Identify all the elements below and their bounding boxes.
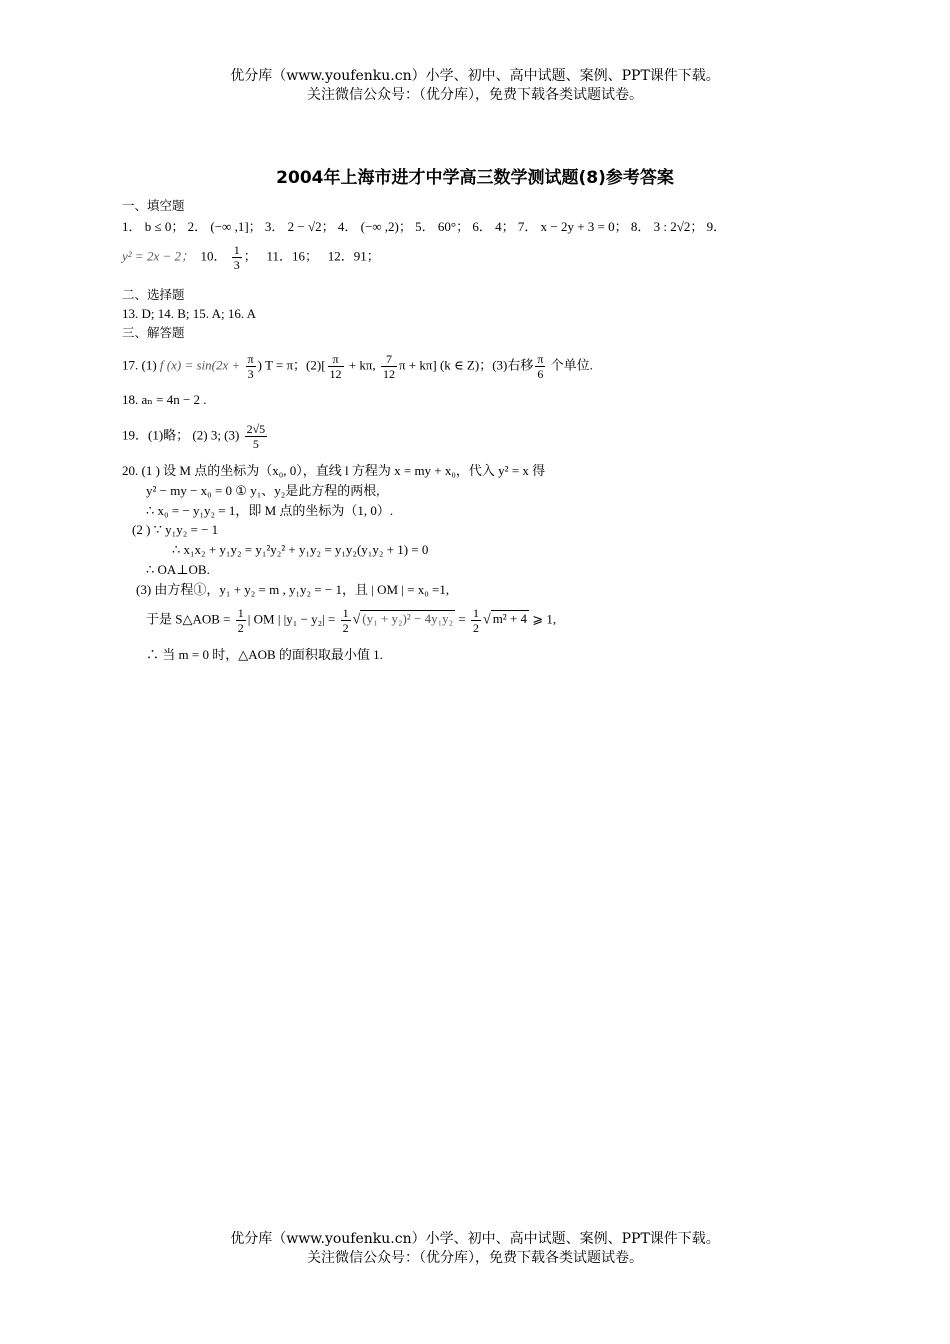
half-fraction (471, 606, 481, 635)
fraction-numerator: 1 (237, 606, 244, 620)
q19-fraction (245, 422, 268, 451)
q20-line-2: y² − my − x₀ = 0 ① y₁、y₂是此方程的两根, (146, 483, 380, 498)
q17-pi-over-12 (328, 352, 344, 381)
sqrt-icon: √ (483, 612, 491, 628)
answer-12: 12．91； (327, 248, 380, 264)
answer-2: 2． (−∞ ,1]； (187, 219, 262, 234)
q20-line-3: ∴ x₀ = − y₁y₂ = 1，即 M 点的坐标为（1, 0）. (146, 503, 394, 518)
answer-9-label: 9． (706, 219, 727, 234)
q20-line-1: 20. (1 ) 设 M 点的坐标为（x₀, 0），直线 l 方程为 x = my + x₀，代入 y² = x 得 (122, 463, 546, 478)
page-header (0, 67, 950, 105)
q19-text: 19．(1)略； (2) 3; (3) (122, 427, 240, 443)
footer-line-1: 优分库（www.youfenku.cn）小学、初中、高中试题、案例、PPT课件下载。 (230, 1231, 720, 1247)
fraction-numerator: 7 (381, 352, 397, 367)
fraction-numerator: 1 (473, 606, 479, 620)
q17-mid: + kπ, (345, 357, 379, 373)
q17-label: 17. (1) (122, 357, 157, 373)
q17-period: ) T = π；(2)[ (257, 357, 326, 373)
answer-8: 8． 3 : 2√2； (630, 219, 704, 234)
fraction-denominator: 2 (237, 621, 244, 635)
fraction-denominator: 2 (473, 621, 479, 635)
answer-1: 1． b ≤ 0； (122, 219, 185, 234)
question-17 (122, 352, 593, 381)
fraction-denominator: 12 (329, 367, 342, 381)
fraction-numerator: π (537, 352, 544, 366)
fraction-denominator: 12 (382, 367, 395, 381)
footer-line-2: 关注微信公众号：（优分库），免费下载各类试题试卷。 (307, 1250, 643, 1266)
q17-interval: π + kπ] (k ∈ Z)；(3)右移 (398, 357, 534, 373)
answer-7: 7． x − 2y + 3 = 0； (517, 219, 628, 234)
q17-pi-over-6 (535, 352, 545, 381)
half-fraction (236, 606, 246, 635)
answer-5: 5． 60°； (415, 219, 470, 234)
answer-4: 4． (−∞ ,2)； (337, 219, 412, 234)
choice-answers: 13. D; 14. B; 15. A; 16. A (122, 306, 256, 321)
section-fill-heading: 一、填空题 (122, 198, 185, 213)
question-18: 18. aₙ = 4n − 2 . (122, 392, 207, 407)
answer-10-fraction (232, 243, 242, 272)
fill-answers-line-1 (122, 218, 726, 236)
fraction-numerator: π (247, 352, 254, 366)
fraction-denominator: 2 (342, 621, 349, 635)
fill-answers-line-2: y² = 2x − 2； 10． $\frac{1}{3}$ ； 11．16； 12．91； (122, 243, 380, 272)
section-choice-heading: 二、选择题 (122, 287, 185, 302)
q17-7-over-12 (381, 352, 397, 381)
header-line-2: 关注微信公众号：（优分库），免费下载各类试题试卷。 (307, 87, 643, 103)
answer-9: y² = 2x − 2； (122, 248, 194, 264)
sqrt-icon: √ (352, 612, 361, 628)
sqrt-radicand: m² + 4 (492, 611, 528, 627)
answer-11: 11．16； (266, 248, 319, 264)
page-footer (0, 1230, 950, 1268)
answer-3: 3． 2 − √2； (264, 219, 335, 234)
area-expression: | OM | |y₁ − y₂| = (247, 611, 336, 627)
fraction-denominator: 3 (233, 258, 240, 272)
q20-line-4: (2 ) ∵ y₁y₂ = − 1 (132, 522, 219, 537)
answer-10-label: 10． (200, 248, 227, 264)
answer-6: 6． 4； (472, 219, 515, 234)
header-line-1: 优分库（www.youfenku.cn）小学、初中、高中试题、案例、PPT课件下载。 (230, 68, 720, 84)
section-solve-heading: 三、解答题 (122, 325, 185, 340)
equals: = (455, 611, 466, 627)
fraction-denominator: 5 (252, 437, 259, 451)
q20-line-5: ∴ x₁x₂ + y₁y₂ = y₁²y₂² + y₁y₂ = y₁y₂(y₁y₂ + 1) = 0 (172, 542, 429, 557)
q20-line-7: (3) 由方程①，y₁ + y₂ = m , y₁y₂ = − 1，且 | OM | = x₀ =1, (136, 582, 450, 597)
q20-line-8 (146, 606, 556, 635)
fraction-denominator: 3 (247, 367, 254, 381)
fraction-numerator: π (328, 352, 344, 367)
area-symbol: 于是 S△AOB = (146, 611, 231, 627)
q17-pi-over-3 (246, 352, 256, 381)
fraction-denominator: 6 (537, 367, 544, 381)
fraction-numerator: 1 (342, 606, 349, 620)
inequality: ⩾ 1, (529, 611, 557, 627)
fraction-numerator: 2√5 (246, 422, 266, 436)
q17-function: f (x) = sin(2x + (159, 357, 244, 373)
question-19 (122, 422, 269, 451)
q17-end: 个单位. (550, 357, 593, 373)
half-fraction (341, 606, 351, 635)
page-title: 2004年上海市进才中学高三数学测试题(8)参考答案 (276, 168, 674, 188)
q20-line-6: ∴ OA⊥OB. (146, 562, 210, 577)
sqrt-radicand: (y₁ + y₂)² − 4y₁y₂ (362, 611, 454, 627)
q20-line-9: ∴ 当 m = 0 时，△AOB 的面积取最小值 1. (146, 647, 383, 662)
fraction-numerator: 1 (233, 243, 240, 257)
